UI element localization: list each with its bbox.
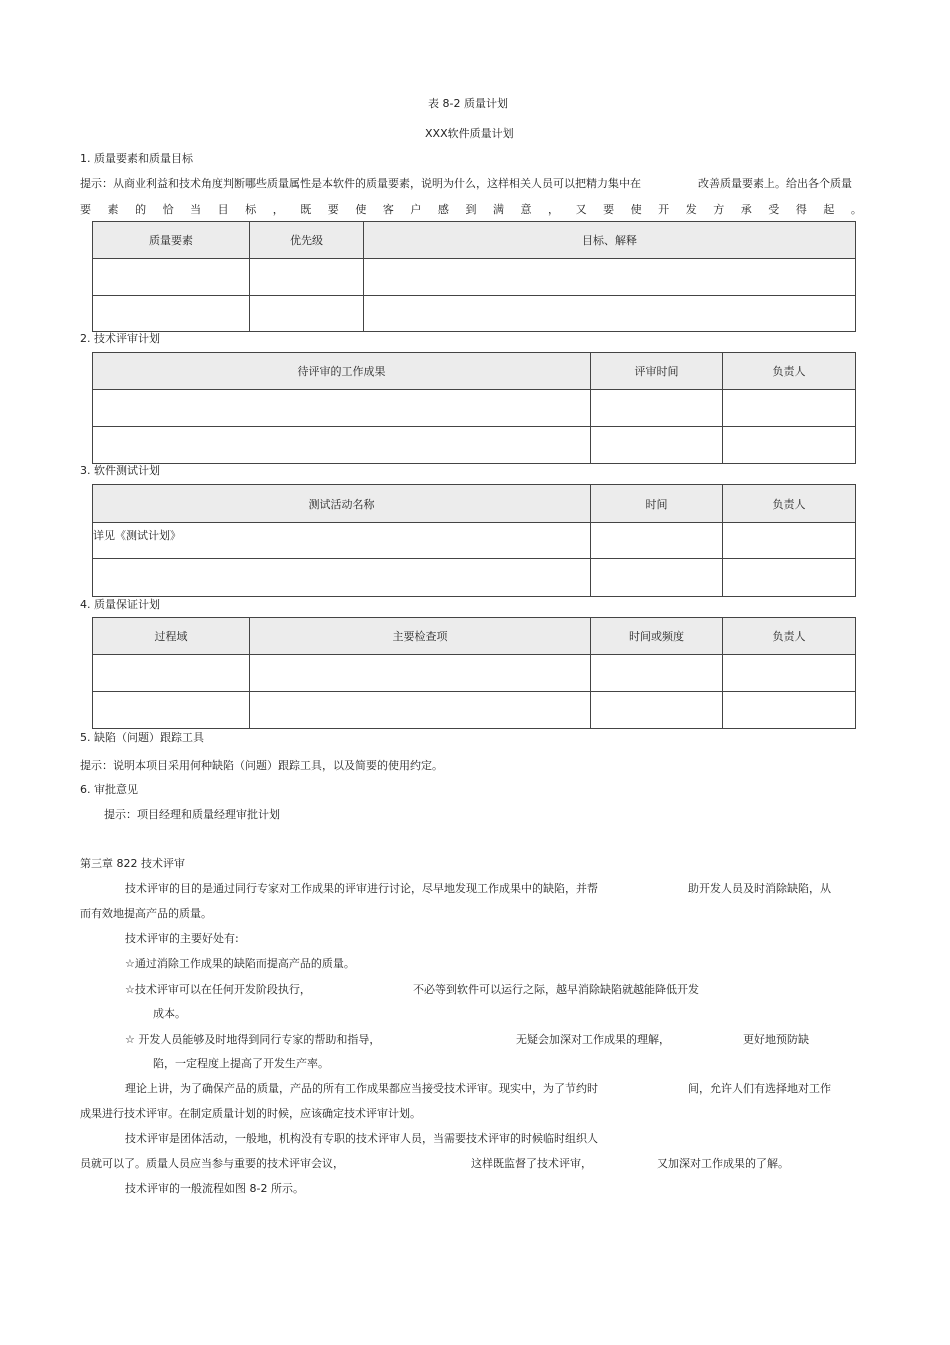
table-cell [250,692,591,729]
hint-char: 受 [768,203,780,216]
section-6-hint: 提示：项目经理和质量经理审批计划 [104,808,280,821]
table-cell [723,390,856,427]
table-header-cell: 负责人 [723,353,856,390]
hint-char: 目 [217,203,229,216]
hint-char: 户 [410,203,422,216]
hint-char: 的 [135,203,147,216]
table-cell [591,559,723,597]
table-header-cell: 过程域 [93,618,250,655]
bullet-item: 不必等到软件可以运行之际，越早消除缺陷就越能降低开发 [413,983,699,996]
table-header-cell: 目标、解释 [364,222,856,259]
plan-title: XXX软件质量计划 [425,127,514,140]
hint-char: 意 [520,203,532,216]
paragraph-text: 助开发人员及时消除缺陷，从 [688,882,831,895]
paragraph-text: 技术评审的目的是通过同行专家对工作成果的评审进行讨论，尽早地发现工作成果中的缺陷，并帮 [125,882,598,895]
section-6-heading: 6. 审批意见 [80,783,138,796]
paragraph-text: 成果进行技术评审。在制定质量计划的时候，应该确定技术评审计划。 [80,1107,421,1120]
table-header-cell: 负责人 [723,485,856,523]
table-row [93,259,856,296]
section-3-heading: 3. 软件测试计划 [80,464,160,477]
table-header-cell: 时间 [591,485,723,523]
section-1-heading: 1. 质量要素和质量目标 [80,152,193,165]
table-cell [93,296,250,332]
table-cell [93,655,250,692]
table-cell [591,390,723,427]
table-caption: 表 8-2 质量计划 [428,97,508,110]
hint-char: 得 [795,203,807,216]
hint-char: 到 [465,203,477,216]
table-cell [723,692,856,729]
table-cell [591,655,723,692]
review-plan-table [92,352,856,464]
paragraph-text: 理论上讲，为了确保产品的质量，产品的所有工作成果都应当接受技术评审。现实中，为了节约时 [125,1082,598,1095]
table-header-cell: 待评审的工作成果 [93,353,591,390]
table-cell [250,655,591,692]
hint-char: 标 [245,203,257,216]
paragraph-text: 员就可以了。质量人员应当参与重要的技术评审会议， [80,1157,344,1170]
hint-char: 要 [603,203,615,216]
hint-char: 满 [492,203,504,216]
table-header-cell: 质量要素 [93,222,250,259]
table-cell [93,559,591,597]
hint-char: 素 [107,203,119,216]
table-row [93,692,856,729]
section-5-heading: 5. 缺陷（问题）跟踪工具 [80,731,204,744]
section-4-heading: 4. 质量保证计划 [80,598,160,611]
table-row [93,655,856,692]
paragraph-text: 这样既监督了技术评审， [471,1157,592,1170]
paragraph-text: 技术评审的主要好处有: [125,932,239,945]
table-row [93,390,856,427]
paragraph-text: 技术评审的一般流程如图 8-2 所示。 [125,1182,304,1195]
table-cell [364,259,856,296]
table-row [93,427,856,464]
test-plan-table [92,484,856,597]
table-cell [591,523,723,559]
table-cell [93,692,250,729]
table-cell [723,427,856,464]
hint-char: 方 [713,203,725,216]
table-header-cell: 优先级 [250,222,364,259]
table-cell [364,296,856,332]
bullet-item: 无疑会加深对工作成果的理解， [516,1033,670,1046]
table-header-cell: 主要检查项 [250,618,591,655]
bullet-item: ☆ 开发人员能够及时地得到同行专家的帮助和指导， [125,1033,381,1046]
hint-char: 客 [382,203,394,216]
bullet-item: ☆技术评审可以在任何开发阶段执行， [125,983,311,996]
table-cell [591,427,723,464]
hint-char: 。 [850,203,862,216]
hint-char: 起 [823,203,835,216]
hint-char: 发 [685,203,697,216]
hint-char: 承 [740,203,752,216]
chapter-heading: 第三章 822 技术评审 [80,857,185,870]
table-cell: 详见《测试计划》 [93,523,591,559]
bullet-item: 更好地预防缺 [743,1033,809,1046]
hint-char: 使 [355,203,367,216]
table-cell [723,655,856,692]
hint-char: 感 [437,203,449,216]
table-row [93,559,856,597]
paragraph-text: 技术评审是团体活动，一般地，机构没有专职的技术评审人员，当需要技术评审的时候临时组织人 [125,1132,598,1145]
section-1-hint-line1: 提示：从商业利益和技术角度判断哪些质量属性是本软件的质量要素，说明为什么，这样相关人员可以把精力集中在 [80,177,641,190]
section-5-hint: 提示：说明本项目采用何种缺陷（问题）跟踪工具，以及简要的使用约定。 [80,759,443,772]
table-cell [93,390,591,427]
section-1-hint-line2 [80,203,862,217]
table-cell [250,296,364,332]
table-header-cell: 评审时间 [591,353,723,390]
bullet-item: 成本。 [153,1007,186,1020]
table-cell [591,692,723,729]
table-cell [723,559,856,597]
table-cell [93,259,250,296]
table-header-cell: 测试活动名称 [93,485,591,523]
quality-factors-table [92,221,856,332]
table-cell [93,427,591,464]
table-header-cell: 时间或频度 [591,618,723,655]
hint-char: 开 [658,203,670,216]
hint-char: 要 [327,203,339,216]
hint-char: 要 [80,203,91,216]
hint-char: 恰 [162,203,174,216]
hint-char: 当 [190,203,202,216]
bullet-item: 陷，一定程度上提高了开发生产率。 [153,1057,329,1070]
table-header-cell: 负责人 [723,618,856,655]
paragraph-text: 间，允许人们有选择地对工作 [688,1082,831,1095]
hint-char: ， [272,203,284,216]
section-1-hint-line1-tail: 改善质量要素上。给出各个质量 [698,177,852,190]
section-2-heading: 2. 技术评审计划 [80,332,160,345]
qa-plan-table [92,617,856,729]
hint-char: 使 [630,203,642,216]
paragraph-text: 又加深对工作成果的了解。 [657,1157,789,1170]
table-row [93,523,856,559]
hint-char: 既 [300,203,312,216]
hint-char: ， [548,203,560,216]
bullet-item: ☆通过消除工作成果的缺陷而提高产品的质量。 [125,957,355,970]
table-cell [723,523,856,559]
hint-char: 又 [575,203,587,216]
paragraph-text: 而有效地提高产品的质量。 [80,907,212,920]
table-row [93,296,856,332]
table-cell [250,259,364,296]
